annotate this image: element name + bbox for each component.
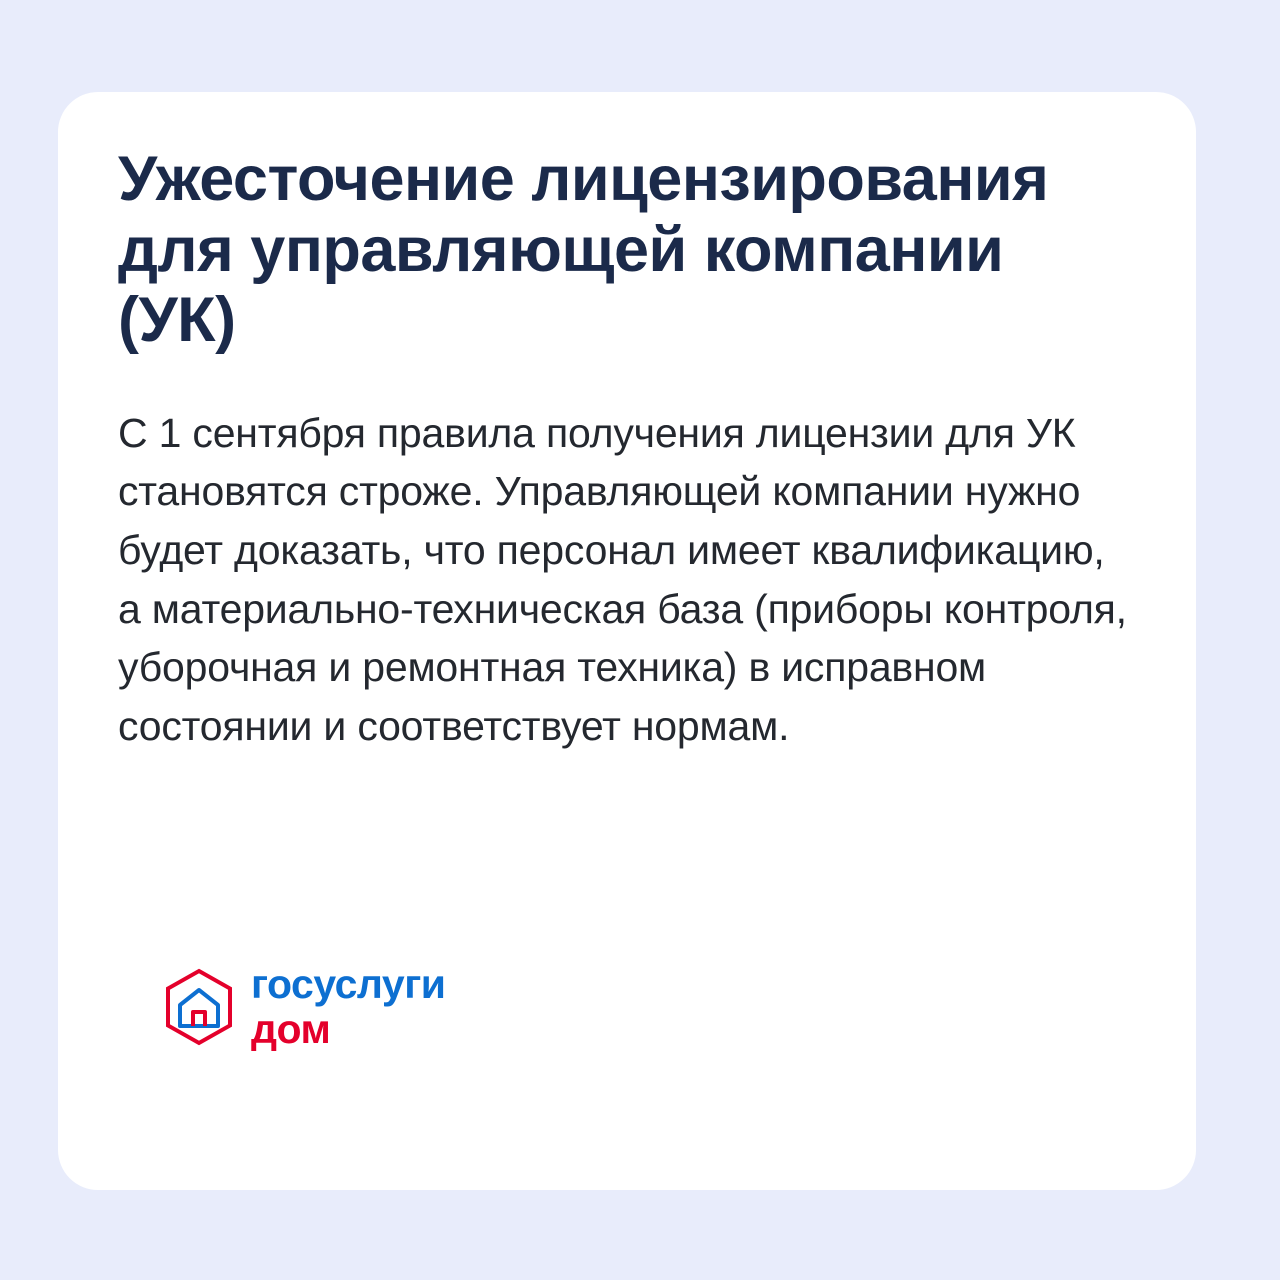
body-paragraph: С 1 сентября правила получения лицензии для УК становятся строже. Управляющей компании нужно будет доказать, что персонал имеет квалификацию, а материально-техническая база (приборы контроля, уборочная и ремонтная техника) в исправном состоянии и соответствует нормам.: [118, 409, 1127, 749]
logo-wordmark: [251, 961, 446, 1052]
logo-line-dom: дом: [251, 1006, 331, 1052]
content-card: [58, 92, 1196, 1190]
brand-logo: [163, 961, 446, 1052]
house-hexagon-icon: [163, 968, 235, 1046]
page-title: Ужесточение лицензирования для управляющей компании (УК): [118, 144, 1049, 356]
logo-line-gosuslugi: госуслуги: [251, 961, 446, 1007]
